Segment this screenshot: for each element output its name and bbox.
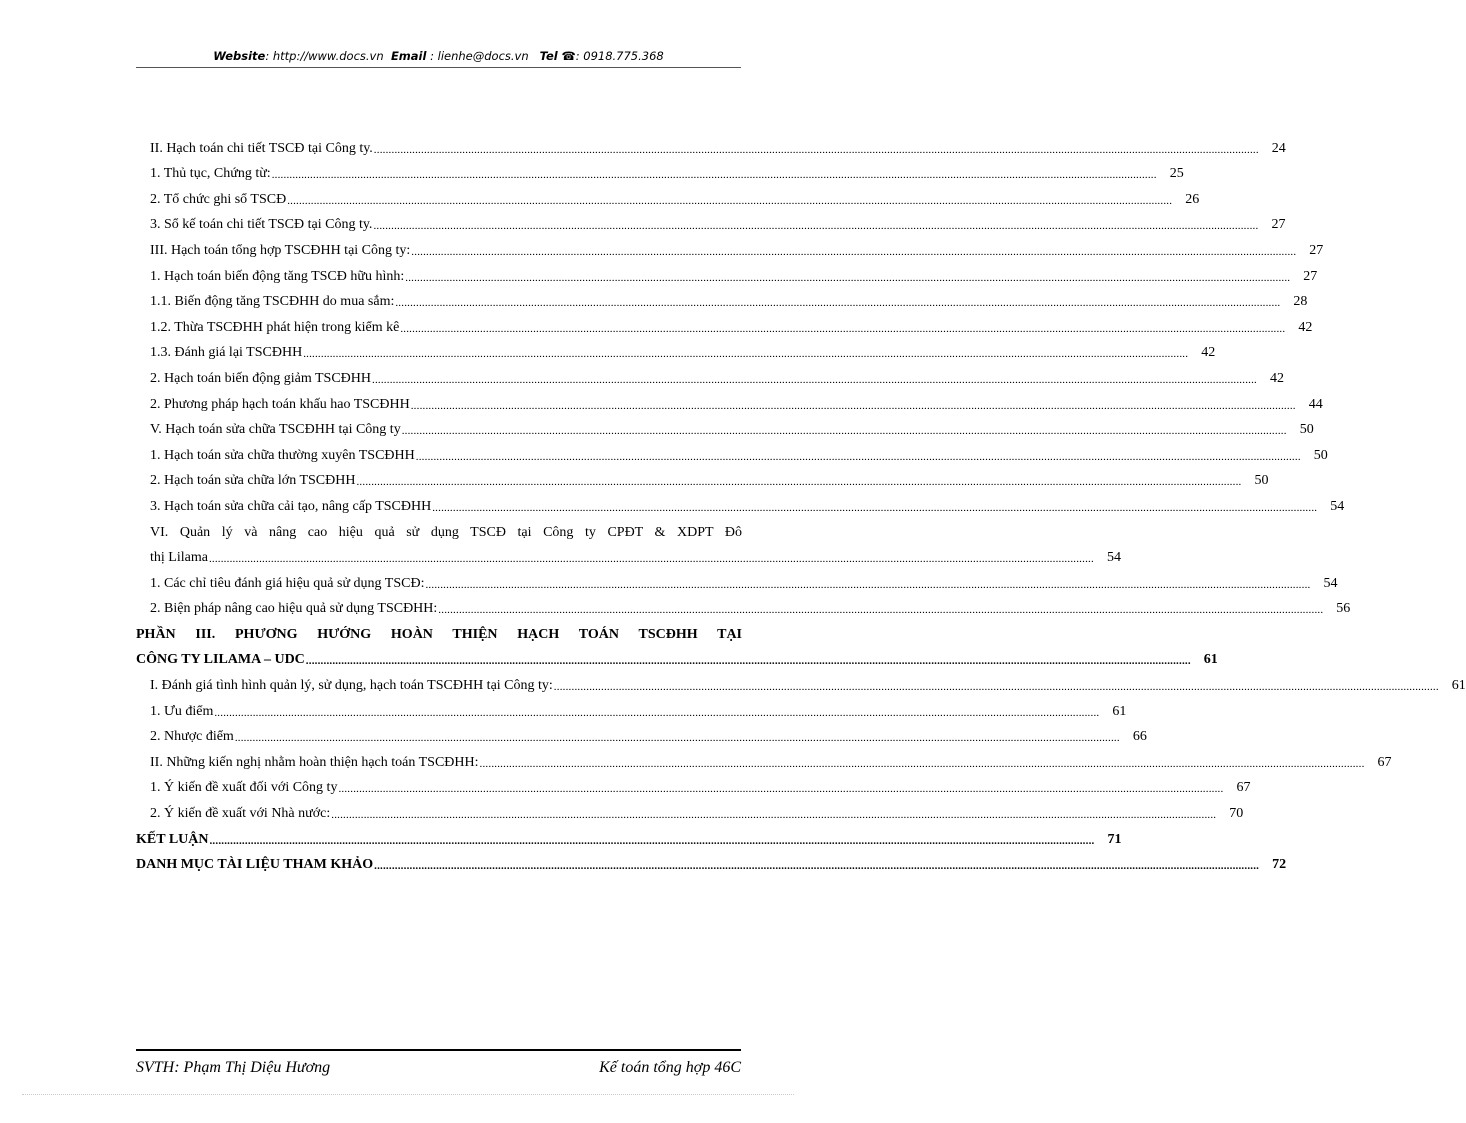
- toc-page-number: 24: [1271, 140, 1286, 156]
- toc-entry-title: 2. Biện pháp nâng cao hiệu quả sử dụng TSCĐHH:: [150, 601, 438, 617]
- toc-entry-title: 2. Hạch toán sửa chữa lớn TSCĐHH: [150, 473, 356, 489]
- toc-entry-title: 1. Hạch toán biến động tăng TSCĐ hữu hình:: [150, 268, 405, 284]
- toc-entry-title: 1.1. Biến động tăng TSCĐHH do mua sắm:: [150, 294, 395, 310]
- toc-page-number: 27: [1309, 242, 1324, 258]
- phone-icon: ☎: [561, 49, 576, 63]
- tel-value: : 0918.775.368: [575, 49, 664, 63]
- toc-entry[interactable]: [136, 183, 1200, 209]
- toc-dot-leader: ............................................................................................................................................................................................................................................................................................................: [208, 553, 1094, 566]
- toc-dot-leader: ............................................................................................................................................................................................................................................................................................................: [438, 604, 1324, 617]
- toc-entry[interactable]: [136, 669, 1466, 695]
- toc-dot-leader: ............................................................................................................................................................................................................................................................................................................: [373, 143, 1259, 156]
- toc-entry[interactable]: [136, 849, 1287, 875]
- toc-dot-leader: ............................................................................................................................................................................................................................................................................................................: [410, 399, 1296, 412]
- toc-entry-title: V. Hạch toán sửa chữa TSCĐHH tại Công ty: [150, 422, 401, 438]
- toc-entry[interactable]: [136, 542, 1121, 568]
- page-header: [136, 46, 741, 68]
- toc-entry[interactable]: [136, 209, 1286, 235]
- toc-dot-leader: ............................................................................................................................................................................................................................................................................................................: [214, 706, 1100, 719]
- toc-dot-leader: ............................................................................................................................................................................................................................................................................................................: [415, 450, 1301, 463]
- website-value: : http://www.docs.vn: [265, 49, 384, 63]
- toc-dot-leader: ............................................................................................................................................................................................................................................................................................................: [405, 271, 1291, 284]
- toc-entry[interactable]: [136, 158, 1184, 184]
- toc-entry-title: 1. Ưu điểm: [150, 703, 214, 719]
- toc-entry[interactable]: [136, 234, 1324, 260]
- toc-dot-leader: ............................................................................................................................................................................................................................................................................................................: [209, 834, 1095, 847]
- table-of-contents: [136, 132, 1466, 874]
- toc-entry-title: KẾT LUẬN: [136, 831, 209, 847]
- toc-page-number: 54: [1323, 575, 1338, 591]
- toc-entry-title: VI. Quản lý và nâng cao hiệu quả sử dụng TSCĐ tại Công ty CPĐT & XDPT Đô: [150, 524, 742, 540]
- toc-entry[interactable]: [136, 567, 1338, 593]
- footer-class: Kế toán tổng hợp 46C: [599, 1059, 741, 1076]
- website-label: Website: [213, 49, 266, 63]
- toc-entry[interactable]: [136, 286, 1308, 312]
- toc-entry[interactable]: [136, 516, 742, 542]
- toc-page-number: 71: [1107, 831, 1122, 847]
- toc-page-number: 54: [1106, 550, 1121, 566]
- toc-page-number: 50: [1254, 473, 1269, 489]
- toc-entry-title: 2. Tổ chức ghi sổ TSCĐ: [150, 191, 287, 207]
- toc-entry[interactable]: [136, 362, 1284, 388]
- toc-entry-title: CÔNG TY LILAMA – UDC: [136, 652, 305, 668]
- toc-entry[interactable]: [136, 772, 1251, 798]
- toc-entry-title: II. Những kiến nghị nhằm hoàn thiện hạch toán TSCĐHH:: [150, 754, 479, 770]
- toc-page-number: 67: [1377, 754, 1392, 770]
- toc-entry[interactable]: [136, 797, 1244, 823]
- email-value: : lienhe@docs.vn: [430, 49, 529, 63]
- toc-entry-title: PHẦN III. PHƯƠNG HƯỚNG HOÀN THIỆN HẠCH TOÁN TSCĐHH TẠI: [136, 626, 742, 642]
- toc-entry[interactable]: [136, 337, 1216, 363]
- toc-dot-leader: ............................................................................................................................................................................................................................................................................................................: [303, 348, 1189, 361]
- toc-entry-title: III. Hạch toán tổng hợp TSCĐHH tại Công ty:: [150, 242, 411, 258]
- toc-page-number: 67: [1236, 780, 1251, 796]
- toc-entry[interactable]: [136, 490, 1345, 516]
- toc-dot-leader: ............................................................................................................................................................................................................................................................................................................: [338, 783, 1224, 796]
- toc-entry-title: 1.3. Đánh giá lại TSCĐHH: [150, 345, 303, 361]
- toc-entry[interactable]: [136, 388, 1323, 414]
- toc-page-number: 28: [1293, 294, 1308, 310]
- toc-entry[interactable]: [136, 414, 1314, 440]
- toc-entry[interactable]: [136, 618, 742, 644]
- toc-page-number: 42: [1298, 319, 1313, 335]
- toc-dot-leader: ............................................................................................................................................................................................................................................................................................................: [287, 194, 1173, 207]
- toc-page-number: 56: [1336, 601, 1351, 617]
- toc-dot-leader: ............................................................................................................................................................................................................................................................................................................: [356, 476, 1242, 489]
- toc-page-number: 27: [1271, 217, 1286, 233]
- toc-entry-title: thị Lilama: [150, 550, 208, 566]
- toc-entry-title: 1. Ý kiến đề xuất đối với Công ty: [150, 780, 338, 796]
- toc-entry-title: 3. Hạch toán sửa chữa cải tạo, nâng cấp TSCĐHH: [150, 498, 432, 514]
- email-label: Email: [390, 49, 427, 63]
- toc-dot-leader: ............................................................................................................................................................................................................................................................................................................: [425, 578, 1311, 591]
- toc-dot-leader: ............................................................................................................................................................................................................................................................................................................: [401, 425, 1287, 438]
- toc-page-number: 61: [1112, 703, 1127, 719]
- toc-page-number: 26: [1185, 191, 1200, 207]
- toc-page-number: 42: [1201, 345, 1216, 361]
- toc-entry[interactable]: [136, 593, 1351, 619]
- page-edge-divider: [22, 1094, 794, 1095]
- toc-dot-leader: ............................................................................................................................................................................................................................................................................................................: [305, 655, 1191, 668]
- toc-page-number: 25: [1169, 166, 1184, 182]
- toc-entry-title: 1. Hạch toán sửa chữa thường xuyên TSCĐHH: [150, 447, 415, 463]
- toc-dot-leader: ............................................................................................................................................................................................................................................................................................................: [432, 501, 1318, 514]
- toc-page-number: 66: [1132, 729, 1147, 745]
- toc-entry[interactable]: [136, 132, 1286, 158]
- toc-entry-title: 1. Các chỉ tiêu đánh giá hiệu quả sử dụng TSCĐ:: [150, 575, 425, 591]
- toc-dot-leader: ............................................................................................................................................................................................................................................................................................................: [372, 373, 1257, 386]
- toc-page-number: 27: [1303, 268, 1318, 284]
- toc-page-number: 54: [1330, 498, 1345, 514]
- toc-page-number: 61: [1203, 652, 1218, 668]
- toc-dot-leader: ............................................................................................................................................................................................................................................................................................................: [331, 809, 1217, 822]
- toc-entry[interactable]: [136, 260, 1318, 286]
- toc-page-number: 61: [1451, 678, 1466, 694]
- toc-page-number: 44: [1308, 396, 1323, 412]
- toc-dot-leader: ............................................................................................................................................................................................................................................................................................................: [553, 681, 1439, 694]
- toc-dot-leader: ............................................................................................................................................................................................................................................................................................................: [373, 220, 1259, 233]
- page-footer: [136, 1049, 741, 1077]
- toc-dot-leader: ............................................................................................................................................................................................................................................................................................................: [479, 757, 1365, 770]
- toc-entry[interactable]: [136, 823, 1122, 849]
- toc-dot-leader: ............................................................................................................................................................................................................................................................................................................: [374, 860, 1260, 873]
- toc-dot-leader: ............................................................................................................................................................................................................................................................................................................: [234, 732, 1120, 745]
- toc-entry-title: DANH MỤC TÀI LIỆU THAM KHẢO: [136, 857, 374, 873]
- toc-entry-title: 1.2. Thừa TSCĐHH phát hiện trong kiểm kê: [150, 319, 400, 335]
- toc-dot-leader: ............................................................................................................................................................................................................................................................................................................: [271, 169, 1157, 182]
- toc-entry-title: 2. Phương pháp hạch toán khấu hao TSCĐHH: [150, 396, 410, 412]
- toc-entry-title: 1. Thủ tục, Chứng từ:: [150, 166, 271, 182]
- toc-page-number: 70: [1229, 806, 1244, 822]
- toc-page-number: 50: [1299, 422, 1314, 438]
- toc-entry[interactable]: [136, 439, 1328, 465]
- toc-entry-title: 2. Ý kiến đề xuất với Nhà nước:: [150, 806, 331, 822]
- toc-entry[interactable]: [136, 311, 1313, 337]
- toc-entry-title: 2. Hạch toán biến động giảm TSCĐHH: [150, 370, 371, 386]
- footer-author: SVTH: Phạm Thị Diệu Hương: [136, 1059, 331, 1076]
- toc-dot-leader: ............................................................................................................................................................................................................................................................................................................: [400, 322, 1286, 335]
- toc-entry-title: I. Đánh giá tình hình quản lý, sử dụng, hạch toán TSCĐHH tại Công ty:: [150, 678, 553, 694]
- toc-entry[interactable]: [136, 721, 1147, 747]
- toc-entry[interactable]: [136, 695, 1127, 721]
- toc-page-number: 42: [1270, 370, 1284, 386]
- toc-entry[interactable]: [136, 644, 1218, 670]
- toc-page-number: 72: [1272, 857, 1287, 873]
- toc-dot-leader: ............................................................................................................................................................................................................................................................................................................: [411, 245, 1297, 258]
- toc-page-number: 50: [1313, 447, 1328, 463]
- tel-label: Tel: [539, 49, 558, 63]
- toc-entry-title: 2. Nhược điểm: [150, 729, 234, 745]
- toc-entry[interactable]: [136, 746, 1392, 772]
- toc-entry-title: 3. Sổ kế toán chi tiết TSCĐ tại Công ty.: [150, 217, 373, 233]
- toc-entry-title: II. Hạch toán chi tiết TSCĐ tại Công ty.: [150, 140, 373, 156]
- toc-dot-leader: ............................................................................................................................................................................................................................................................................................................: [395, 297, 1281, 310]
- toc-entry[interactable]: [136, 465, 1269, 491]
